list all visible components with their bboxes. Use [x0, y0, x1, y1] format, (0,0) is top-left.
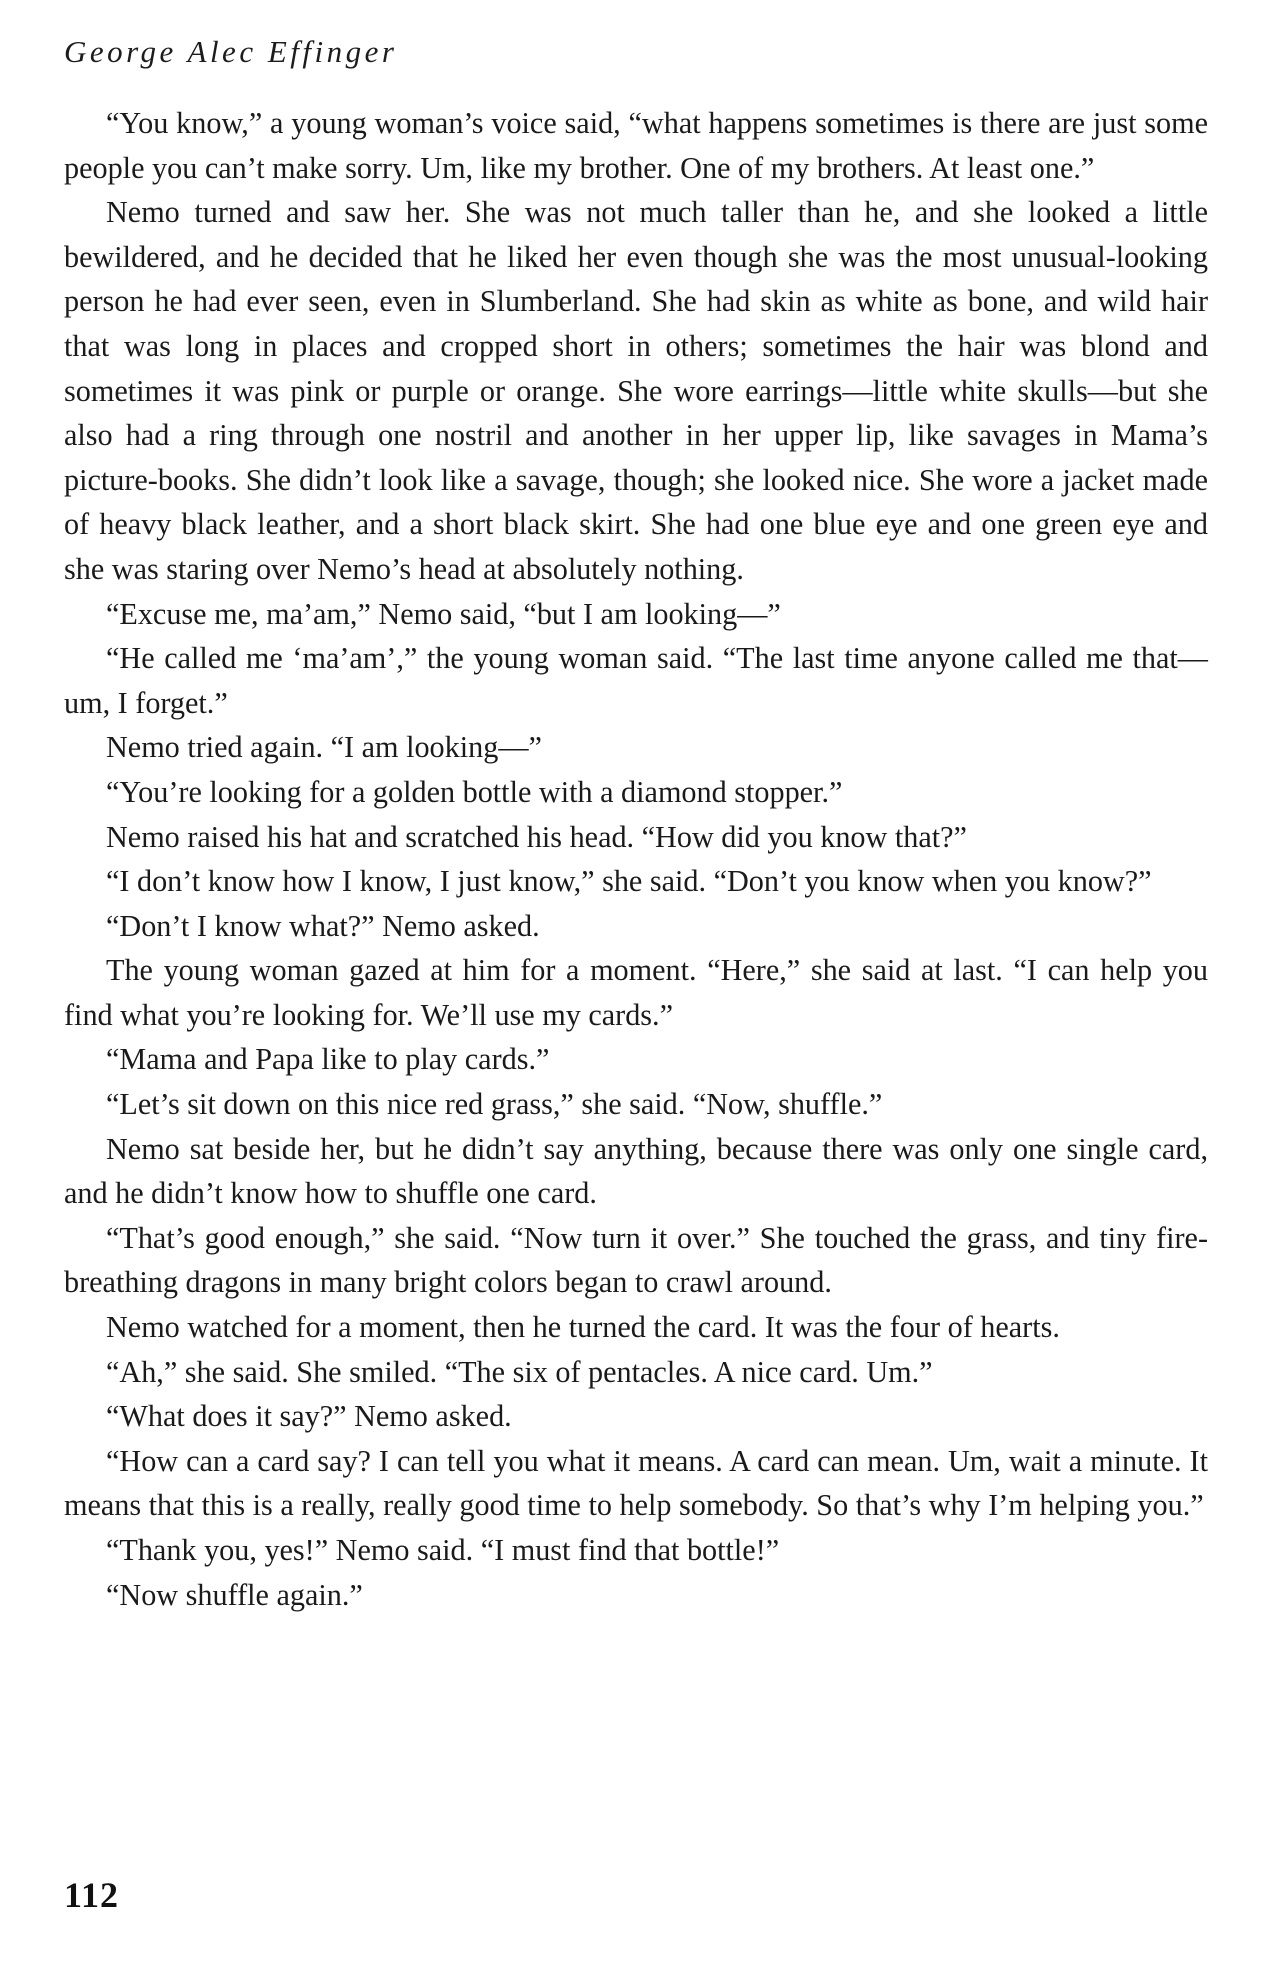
paragraph: “You’re looking for a golden bottle with a diamond stopper.” — [106, 774, 843, 809]
paragraph: “Don’t I know what?” Nemo asked. — [106, 908, 540, 943]
paragraph: “He called me ‘ma’am’,” the young woman said. “The last time anyone called me that—um, I forget.” — [64, 641, 1208, 720]
running-head-author: George Alec Effinger — [64, 34, 398, 69]
paragraph: Nemo turned and saw her. She was not much taller than he, and she looked a little bewildered, and he decided that he liked her even though she was the most unusual-looking person he had ever seen, even in Slumberland. She had skin as white as bone, and wild hair that was long in places and cropped short in others; sometimes the hair was blond and sometimes it was pink or purple or orange. She wore earrings—little white skulls—but she also had a ring through one nostril and another in her upper lip, like savages in Mama’s picture-books. She didn’t look like a savage, though; she looked nice. She wore a jacket made of heavy black leather, and a short black skirt. She had one blue eye and one green eye and she was staring over Nemo’s head at absolutely nothing. — [64, 195, 1208, 586]
paragraph: “Thank you, yes!” Nemo said. “I must find that bottle!” — [106, 1533, 780, 1567]
paragraph: “What does it say?” Nemo asked. — [106, 1399, 512, 1434]
paragraph: “Now shuffle again.” — [106, 1577, 363, 1612]
paragraph: “That’s good enough,” she said. “Now turn it over.” She touched the grass, and tiny fire-breathing dragons in many bright colors began to crawl around. — [64, 1220, 1208, 1300]
paragraph: “Mama and Papa like to play cards.” — [106, 1042, 550, 1077]
paragraph: Nemo watched for a moment, then he turned the card. It was the four of hearts. — [106, 1310, 1060, 1345]
body-text — [64, 101, 1208, 1617]
paragraph: Nemo sat beside her, but he didn’t say anything, because there was only one single card, and he didn’t know how to shuffle one card. — [64, 1131, 1208, 1211]
paragraph: “Let’s sit down on this nice red grass,” she said. “Now, shuffle.” — [106, 1087, 883, 1122]
paragraph: “You know,” a young woman’s voice said, “what happens sometimes is there are just some people you can’t make sorry. Um, like my brother. One of my brothers. At least one.” — [64, 106, 1208, 185]
paragraph: “Excuse me, ma’am,” Nemo said, “but I am looking—” — [106, 596, 781, 631]
paragraph: “I don’t know how I know, I just know,” she said. “Don’t you know when you know?” — [106, 864, 1152, 899]
paragraph: “Ah,” she said. She smiled. “The six of pentacles. A nice card. Um.” — [106, 1354, 933, 1389]
paragraph: Nemo tried again. “I am looking—” — [106, 730, 542, 765]
page-number: 112 — [64, 1875, 120, 1915]
paragraph: “How can a card say? I can tell you what it means. A card can mean. Um, wait a minute. It means that this is a really, really good time to help somebody. So that’s why I’m helping you.” — [64, 1443, 1208, 1523]
paragraph: Nemo raised his hat and scratched his head. “How did you know that?” — [106, 819, 967, 854]
paragraph: The young woman gazed at him for a moment. “Here,” she said at last. “I can help you find what you’re looking for. We’ll use my cards.” — [64, 953, 1208, 1032]
